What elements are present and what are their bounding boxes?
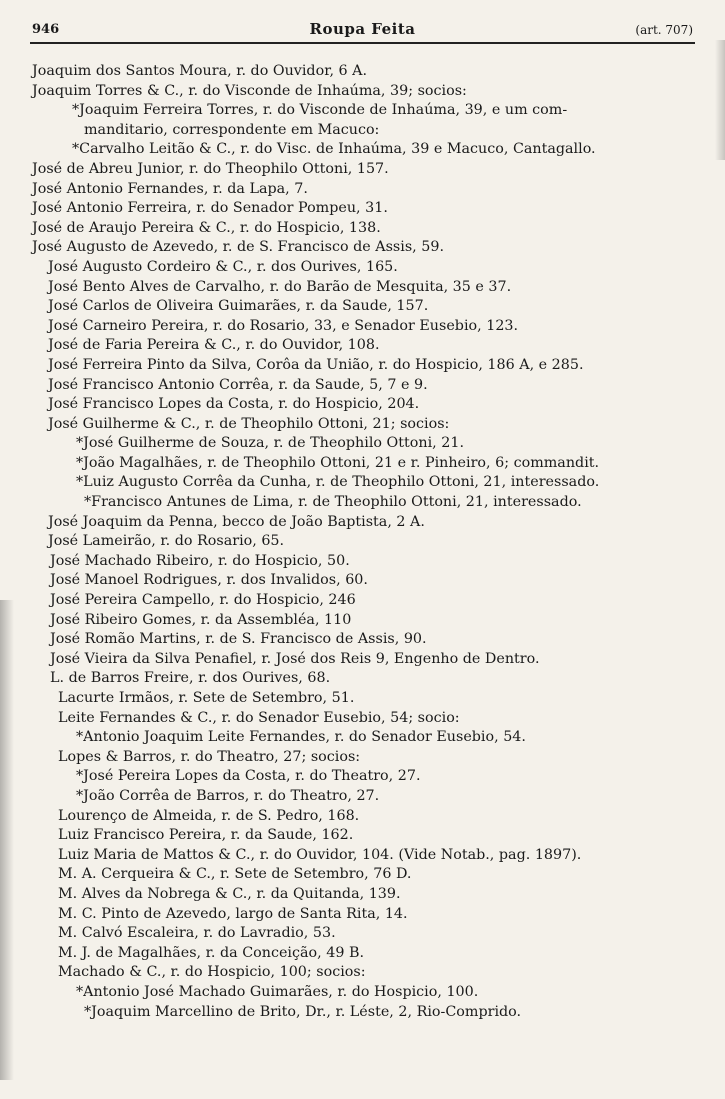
list-item: José Lameirão, r. do Rosario, 65. bbox=[48, 533, 285, 550]
list-item: José Manoel Rodrigues, r. dos Invalidos, 60. bbox=[50, 572, 368, 589]
list-item: José de Abreu Junior, r. do Theophilo Ottoni, 157. bbox=[32, 160, 389, 177]
list-item: José Ribeiro Gomes, r. da Assembléa, 110 bbox=[50, 611, 352, 628]
list-item: Luiz Maria de Mattos & C., r. do Ouvidor, 104. (Vide Notab., pag. 1897). bbox=[58, 846, 582, 863]
page-title: Roupa Feita bbox=[309, 20, 416, 38]
list-item: Leite Fernandes & C., r. do Senador Eusebio, 54; socio: bbox=[58, 709, 460, 726]
list-item: José Vieira da Silva Penafiel, r. José dos Reis 9, Engenho de Dentro. bbox=[50, 650, 540, 667]
list-item: José Guilherme & C., r. de Theophilo Ottoni, 21; socios: bbox=[48, 415, 450, 432]
list-item-partner: *Joaquim Ferreira Torres, r. do Visconde de Inhaúma, 39, e um com- bbox=[72, 102, 568, 119]
list-item-partner: *Carvalho Leitão & C., r. do Visc. de Inhaúma, 39 e Macuco, Cantagallo. bbox=[72, 141, 596, 158]
list-item: M. C. Pinto de Azevedo, largo de Santa Rita, 14. bbox=[58, 905, 408, 922]
list-item: L. de Barros Freire, r. dos Ourives, 68. bbox=[50, 670, 331, 687]
list-item: José Augusto de Azevedo, r. de S. Francisco de Assis, 59. bbox=[32, 239, 445, 256]
list-item: Joaquim dos Santos Moura, r. do Ouvidor, 6 A. bbox=[32, 63, 368, 79]
list-item-partner: *Antonio Joaquim Leite Fernandes, r. do Senador Eusebio, 54. bbox=[76, 729, 526, 746]
list-item-partner: *José Pereira Lopes da Costa, r. do Theatro, 27. bbox=[76, 768, 421, 785]
list-item: M. Alves da Nobrega & C., r. da Quitanda, 139. bbox=[58, 885, 401, 902]
list-item: M. Calvó Escaleira, r. do Lavradio, 53. bbox=[58, 925, 336, 942]
list-item: Lacurte Irmãos, r. Sete de Setembro, 51. bbox=[58, 690, 355, 706]
list-item: José de Faria Pereira & C., r. do Ouvidor, 108. bbox=[48, 337, 380, 354]
list-item: José Bento Alves de Carvalho, r. do Barão de Mesquita, 35 e 37. bbox=[48, 278, 512, 295]
list-item: José Francisco Lopes da Costa, r. do Hospicio, 204. bbox=[48, 396, 420, 413]
entry-list bbox=[0, 62, 725, 1022]
list-item: José Machado Ribeiro, r. do Hospicio, 50. bbox=[50, 552, 350, 569]
list-item-partner: *Antonio José Machado Guimarães, r. do Hospicio, 100. bbox=[76, 983, 479, 1000]
list-item-partner: *João Magalhães, r. de Theophilo Ottoni, 21 e r. Pinheiro, 6; commandit. bbox=[76, 454, 600, 471]
list-item: José Romão Martins, r. de S. Francisco de Assis, 90. bbox=[50, 631, 427, 648]
list-item: José Joaquim da Penna, becco de João Baptista, 2 A. bbox=[48, 513, 425, 530]
list-item: José Pereira Campello, r. do Hospicio, 246 bbox=[50, 592, 356, 609]
list-item: José Antonio Fernandes, r. da Lapa, 7. bbox=[32, 180, 308, 197]
list-item: Lopes & Barros, r. do Theatro, 27; socios: bbox=[58, 748, 361, 765]
page-header bbox=[30, 20, 695, 44]
list-item: Lourenço de Almeida, r. de S. Pedro, 168. bbox=[58, 807, 360, 824]
list-item-continuation: manditario, correspondente em Macuco: bbox=[84, 121, 380, 138]
list-item: José Carlos de Oliveira Guimarães, r. da Saude, 157. bbox=[48, 298, 429, 315]
page-number: 946 bbox=[32, 22, 60, 37]
list-item: M. A. Cerqueira & C., r. Sete de Setembro, 76 D. bbox=[58, 866, 412, 883]
list-item-partner: *Francisco Antunes de Lima, r. de Theophilo Ottoni, 21, interessado. bbox=[84, 494, 582, 511]
list-item: José Ferreira Pinto da Silva, Corôa da União, r. do Hospicio, 186 A, e 285. bbox=[48, 356, 584, 373]
list-item: José de Araujo Pereira & C., r. do Hospicio, 138. bbox=[32, 219, 381, 236]
list-item-partner: *Joaquim Marcellino de Brito, Dr., r. Léste, 2, Rio-Comprido. bbox=[84, 1003, 522, 1020]
list-item: Luiz Francisco Pereira, r. da Saude, 162. bbox=[58, 827, 354, 844]
list-item-partner: *José Guilherme de Souza, r. de Theophilo Ottoni, 21. bbox=[76, 435, 464, 452]
list-item-partner: *João Corrêa de Barros, r. do Theatro, 27. bbox=[76, 787, 380, 804]
list-item: Joaquim Torres & C., r. do Visconde de Inhaúma, 39; socios: bbox=[32, 82, 467, 99]
list-item: Machado & C., r. do Hospicio, 100; socios: bbox=[58, 964, 366, 981]
list-item-partner: *Luiz Augusto Corrêa da Cunha, r. de Theophilo Ottoni, 21, interessado. bbox=[76, 474, 600, 491]
list-item: José Augusto Cordeiro & C., r. dos Ourives, 165. bbox=[48, 258, 398, 275]
list-item: M. J. de Magalhães, r. da Conceição, 49 B. bbox=[58, 944, 365, 961]
list-item: José Antonio Ferreira, r. do Senador Pompeu, 31. bbox=[32, 200, 388, 217]
list-item: José Carneiro Pereira, r. do Rosario, 33, e Senador Eusebio, 123. bbox=[48, 317, 519, 334]
article-reference: (art. 707) bbox=[635, 23, 693, 37]
list-item: José Francisco Antonio Corrêa, r. da Saude, 5, 7 e 9. bbox=[48, 376, 428, 393]
